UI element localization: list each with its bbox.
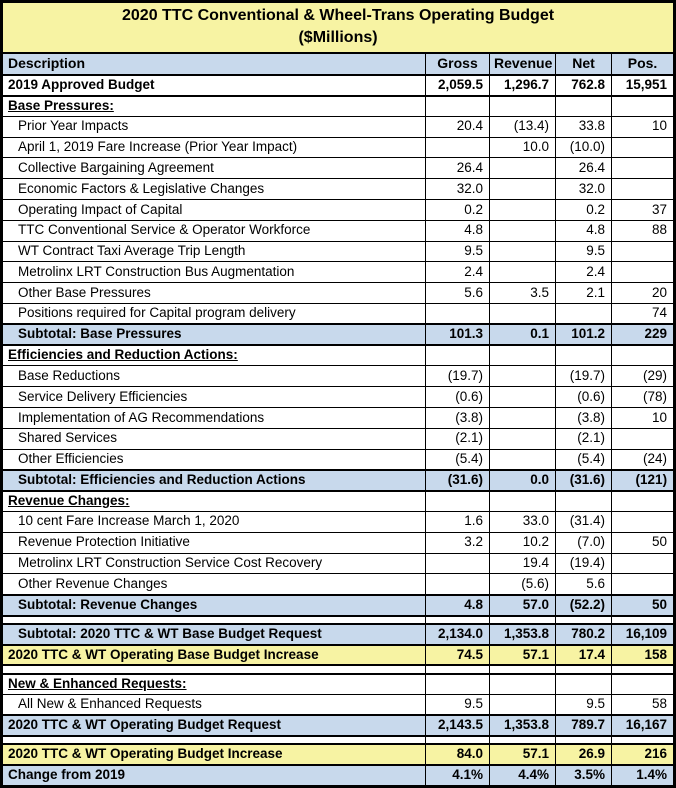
cell-net: 2.1	[556, 283, 612, 304]
cell-pos: 229	[612, 324, 675, 345]
table-row	[2, 765, 675, 786]
cell-net: 26.9	[556, 744, 612, 765]
cell-gross	[426, 736, 490, 744]
cell-gross: 0.2	[426, 200, 490, 221]
cell-revenue: 0.1	[490, 324, 556, 345]
cell-revenue: 3.5	[490, 283, 556, 304]
table-row	[2, 428, 675, 449]
table-row	[2, 532, 675, 553]
row-label: 10 cent Fare Increase March 1, 2020	[2, 512, 426, 533]
row-label: Implementation of AG Recommendations	[2, 408, 426, 429]
cell-gross	[426, 616, 490, 624]
cell-gross: (5.4)	[426, 449, 490, 470]
row-label: Other Revenue Changes	[2, 574, 426, 595]
cell-net	[556, 674, 612, 695]
cell-revenue: 4.4%	[490, 765, 556, 786]
cell-pos	[612, 665, 675, 673]
row-label: Operating Impact of Capital	[2, 200, 426, 221]
cell-revenue	[490, 428, 556, 449]
table-row	[2, 744, 675, 765]
page-title	[2, 2, 675, 53]
cell-revenue	[490, 262, 556, 283]
table-row	[2, 674, 675, 695]
row-label: 2020 TTC & WT Operating Budget Increase	[2, 744, 426, 765]
cell-gross	[426, 304, 490, 325]
cell-pos	[612, 736, 675, 744]
cell-pos: 10	[612, 408, 675, 429]
row-label	[2, 96, 426, 117]
cell-net: 32.0	[556, 179, 612, 200]
row-label: Economic Factors & Legislative Changes	[2, 179, 426, 200]
table-row	[2, 449, 675, 470]
cell-revenue: 19.4	[490, 553, 556, 574]
cell-pos: (29)	[612, 366, 675, 387]
row-label: Positions required for Capital program delivery	[2, 304, 426, 325]
table-row	[2, 624, 675, 645]
table-row	[2, 715, 675, 736]
table-title-block	[2, 2, 675, 53]
row-label: Subtotal: Revenue Changes	[2, 595, 426, 616]
table-row	[2, 512, 675, 533]
cell-gross: 1.6	[426, 512, 490, 533]
table-row	[2, 553, 675, 574]
cell-gross: 2.4	[426, 262, 490, 283]
cell-revenue: 33.0	[490, 512, 556, 533]
cell-net: 2.4	[556, 262, 612, 283]
cell-revenue	[490, 345, 556, 366]
cell-pos: 50	[612, 595, 675, 616]
row-label: April 1, 2019 Fare Increase (Prior Year Impact)	[2, 137, 426, 158]
cell-revenue	[490, 674, 556, 695]
cell-net: (52.2)	[556, 595, 612, 616]
cell-net: 101.2	[556, 324, 612, 345]
row-label: 2019 Approved Budget	[2, 75, 426, 96]
cell-revenue	[490, 408, 556, 429]
cell-revenue	[490, 616, 556, 624]
title-line-2: ($Millions)	[298, 29, 378, 47]
cell-net: (7.0)	[556, 532, 612, 553]
row-label: WT Contract Taxi Average Trip Length	[2, 241, 426, 262]
cell-revenue	[490, 695, 556, 716]
row-label: 2020 TTC & WT Operating Base Budget Increase	[2, 645, 426, 666]
cell-revenue	[490, 449, 556, 470]
row-label: Change from 2019	[2, 765, 426, 786]
cell-revenue: (5.6)	[490, 574, 556, 595]
cell-revenue	[490, 179, 556, 200]
cell-revenue: 0.0	[490, 470, 556, 491]
cell-net: 26.4	[556, 158, 612, 179]
cell-pos	[612, 262, 675, 283]
cell-gross: 2,143.5	[426, 715, 490, 736]
table-row	[2, 304, 675, 325]
cell-revenue: 1,296.7	[490, 75, 556, 96]
table-row	[2, 408, 675, 429]
table-body	[2, 75, 675, 787]
cell-net: 762.8	[556, 75, 612, 96]
cell-pos	[612, 512, 675, 533]
cell-revenue	[490, 304, 556, 325]
cell-gross: 3.2	[426, 532, 490, 553]
cell-revenue	[490, 220, 556, 241]
cell-net: 789.7	[556, 715, 612, 736]
cell-gross: 2,134.0	[426, 624, 490, 645]
row-label: Subtotal: 2020 TTC & WT Base Budget Request	[2, 624, 426, 645]
cell-pos: 10	[612, 116, 675, 137]
cell-pos	[612, 553, 675, 574]
row-label: Other Efficiencies	[2, 449, 426, 470]
cell-gross	[426, 553, 490, 574]
cell-gross: 4.1%	[426, 765, 490, 786]
cell-net: (31.4)	[556, 512, 612, 533]
cell-net: (0.6)	[556, 387, 612, 408]
cell-net	[556, 304, 612, 325]
cell-gross: 5.6	[426, 283, 490, 304]
cell-pos: 88	[612, 220, 675, 241]
section-heading: Efficiencies and Reduction Actions:	[8, 347, 238, 363]
table-row	[2, 491, 675, 512]
column-header-row	[2, 53, 675, 75]
row-label: Service Delivery Efficiencies	[2, 387, 426, 408]
cell-net: (2.1)	[556, 428, 612, 449]
row-label: Collective Bargaining Agreement	[2, 158, 426, 179]
cell-revenue	[490, 736, 556, 744]
cell-revenue: 10.2	[490, 532, 556, 553]
cell-net: 17.4	[556, 645, 612, 666]
table-row	[2, 179, 675, 200]
cell-revenue: 57.1	[490, 744, 556, 765]
cell-net	[556, 665, 612, 673]
row-label: Subtotal: Efficiencies and Reduction Actions	[2, 470, 426, 491]
cell-revenue: 1,353.8	[490, 624, 556, 645]
cell-gross: 74.5	[426, 645, 490, 666]
row-label	[2, 674, 426, 695]
row-label	[2, 345, 426, 366]
cell-revenue	[490, 158, 556, 179]
column-header-gross: Gross	[426, 53, 490, 75]
table-row	[2, 695, 675, 716]
cell-pos	[612, 96, 675, 117]
table-row	[2, 345, 675, 366]
cell-pos: 50	[612, 532, 675, 553]
cell-net	[556, 616, 612, 624]
cell-revenue	[490, 241, 556, 262]
cell-gross: 32.0	[426, 179, 490, 200]
table-row	[2, 574, 675, 595]
cell-gross: (2.1)	[426, 428, 490, 449]
cell-revenue: 57.1	[490, 645, 556, 666]
cell-pos: 37	[612, 200, 675, 221]
table-row	[2, 262, 675, 283]
cell-revenue	[490, 366, 556, 387]
cell-pos	[612, 158, 675, 179]
cell-revenue: 57.0	[490, 595, 556, 616]
cell-gross	[426, 137, 490, 158]
cell-net: (31.6)	[556, 470, 612, 491]
cell-net: (10.0)	[556, 137, 612, 158]
cell-gross: 9.5	[426, 241, 490, 262]
cell-pos: (121)	[612, 470, 675, 491]
column-header-revenue: Revenue	[490, 53, 556, 75]
cell-net	[556, 491, 612, 512]
cell-pos: 20	[612, 283, 675, 304]
cell-revenue: 10.0	[490, 137, 556, 158]
table-row	[2, 387, 675, 408]
cell-gross: 4.8	[426, 595, 490, 616]
cell-pos: 216	[612, 744, 675, 765]
table-row	[2, 241, 675, 262]
cell-pos	[612, 428, 675, 449]
table-row	[2, 75, 675, 96]
cell-pos: (24)	[612, 449, 675, 470]
cell-gross	[426, 345, 490, 366]
cell-gross	[426, 574, 490, 595]
row-label: Other Base Pressures	[2, 283, 426, 304]
cell-gross: 26.4	[426, 158, 490, 179]
cell-net: 9.5	[556, 241, 612, 262]
cell-net: 9.5	[556, 695, 612, 716]
cell-pos: 16,109	[612, 624, 675, 645]
cell-gross: 2,059.5	[426, 75, 490, 96]
cell-gross: 20.4	[426, 116, 490, 137]
cell-net: 33.8	[556, 116, 612, 137]
cell-net: 780.2	[556, 624, 612, 645]
cell-gross: (0.6)	[426, 387, 490, 408]
cell-net: (3.8)	[556, 408, 612, 429]
row-label	[2, 736, 426, 744]
table-row	[2, 470, 675, 491]
cell-net: 5.6	[556, 574, 612, 595]
section-heading: Base Pressures:	[8, 97, 114, 113]
table-row	[2, 200, 675, 221]
cell-net: (5.4)	[556, 449, 612, 470]
table-row	[2, 283, 675, 304]
title-line-1: 2020 TTC Conventional & Wheel-Trans Operating Budget	[122, 7, 555, 24]
row-label: Subtotal: Base Pressures	[2, 324, 426, 345]
cell-gross	[426, 491, 490, 512]
cell-pos: 1.4%	[612, 765, 675, 786]
cell-gross: (19.7)	[426, 366, 490, 387]
row-label: Revenue Protection Initiative	[2, 532, 426, 553]
cell-pos: 58	[612, 695, 675, 716]
row-label	[2, 491, 426, 512]
row-label	[2, 665, 426, 673]
cell-net	[556, 96, 612, 117]
cell-revenue	[490, 387, 556, 408]
table-row	[2, 595, 675, 616]
row-label: All New & Enhanced Requests	[2, 695, 426, 716]
cell-pos	[612, 616, 675, 624]
cell-revenue: (13.4)	[490, 116, 556, 137]
cell-gross	[426, 96, 490, 117]
cell-gross	[426, 665, 490, 673]
cell-gross: 4.8	[426, 220, 490, 241]
spacer-row	[2, 616, 675, 624]
row-label: Prior Year Impacts	[2, 116, 426, 137]
row-label: Metrolinx LRT Construction Service Cost Recovery	[2, 553, 426, 574]
column-header-net: Net	[556, 53, 612, 75]
row-label: Base Reductions	[2, 366, 426, 387]
table-row	[2, 220, 675, 241]
cell-pos	[612, 179, 675, 200]
cell-net	[556, 736, 612, 744]
row-label: TTC Conventional Service & Operator Workforce	[2, 220, 426, 241]
section-heading: Revenue Changes:	[8, 492, 130, 508]
cell-pos: 74	[612, 304, 675, 325]
cell-revenue	[490, 491, 556, 512]
cell-pos	[612, 674, 675, 695]
section-heading: New & Enhanced Requests:	[8, 675, 187, 691]
column-header-pos: Pos.	[612, 53, 675, 75]
cell-net: (19.4)	[556, 553, 612, 574]
table-row	[2, 96, 675, 117]
cell-pos	[612, 491, 675, 512]
cell-revenue: 1,353.8	[490, 715, 556, 736]
cell-pos: 158	[612, 645, 675, 666]
table-row	[2, 645, 675, 666]
cell-pos	[612, 345, 675, 366]
cell-gross	[426, 674, 490, 695]
table-row	[2, 137, 675, 158]
table-row	[2, 158, 675, 179]
row-label: Metrolinx LRT Construction Bus Augmentation	[2, 262, 426, 283]
row-label: 2020 TTC & WT Operating Budget Request	[2, 715, 426, 736]
cell-pos: (78)	[612, 387, 675, 408]
column-header-description: Description	[2, 53, 426, 75]
spacer-row	[2, 736, 675, 744]
table-row	[2, 366, 675, 387]
cell-gross: (31.6)	[426, 470, 490, 491]
cell-net	[556, 345, 612, 366]
cell-gross: (3.8)	[426, 408, 490, 429]
cell-gross: 84.0	[426, 744, 490, 765]
cell-pos: 15,951	[612, 75, 675, 96]
table-row	[2, 116, 675, 137]
cell-net: 4.8	[556, 220, 612, 241]
cell-pos	[612, 574, 675, 595]
cell-pos	[612, 137, 675, 158]
cell-gross: 101.3	[426, 324, 490, 345]
row-label: Shared Services	[2, 428, 426, 449]
cell-pos: 16,167	[612, 715, 675, 736]
table-row	[2, 324, 675, 345]
cell-net: 3.5%	[556, 765, 612, 786]
cell-revenue	[490, 665, 556, 673]
row-label	[2, 616, 426, 624]
cell-gross: 9.5	[426, 695, 490, 716]
cell-pos	[612, 241, 675, 262]
spacer-row	[2, 665, 675, 673]
cell-revenue	[490, 200, 556, 221]
cell-net: 0.2	[556, 200, 612, 221]
cell-net: (19.7)	[556, 366, 612, 387]
cell-revenue	[490, 96, 556, 117]
